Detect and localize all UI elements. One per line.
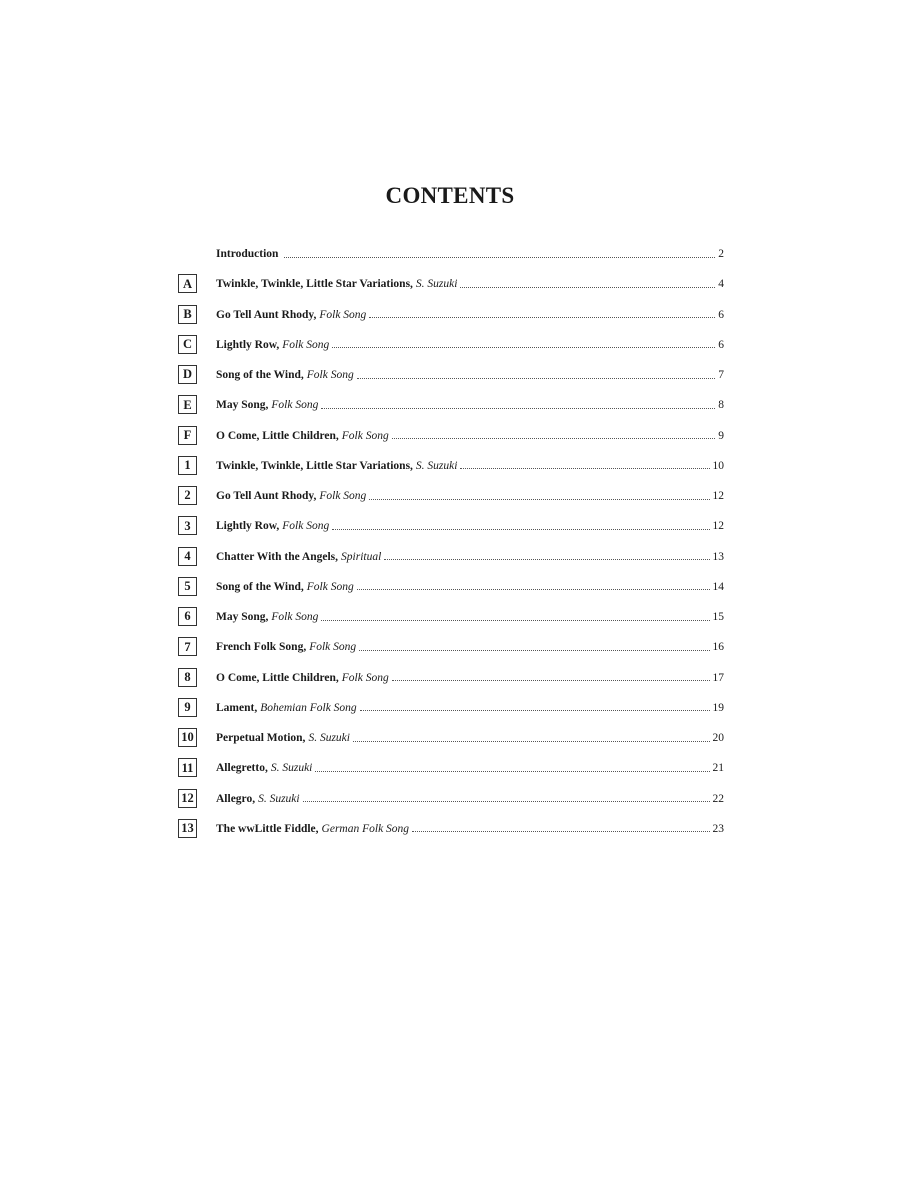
entry-title: Song of the Wind, [216, 369, 304, 381]
entry-badge: D [178, 365, 197, 384]
entry-line [216, 422, 724, 450]
toc-entry-10[interactable] [178, 724, 724, 754]
entry-page-number: 20 [712, 732, 724, 744]
entry-composer: Spiritual [341, 550, 382, 563]
dot-leader [360, 710, 710, 711]
toc-entry-f[interactable] [178, 422, 724, 452]
dot-leader [332, 529, 709, 530]
entry-line [216, 301, 724, 329]
entry-line [216, 240, 724, 268]
toc-entry-c[interactable] [178, 331, 724, 361]
toc-entry-7[interactable] [178, 633, 724, 663]
entry-badge: 3 [178, 516, 197, 535]
entry-line [216, 664, 724, 692]
entry-title: Allegro, [216, 792, 256, 805]
entry-title: Go Tell Aunt Rhody, [216, 308, 317, 321]
entry-page-number: 23 [712, 822, 724, 835]
toc-entry-5[interactable] [178, 573, 724, 603]
entry-line [216, 331, 724, 359]
toc-entry-introduction[interactable] [178, 240, 724, 270]
entry-page-number: 14 [712, 580, 724, 593]
dot-leader [321, 620, 709, 621]
entry-page-number: 19 [712, 701, 724, 714]
entry-page-number: 15 [712, 611, 724, 623]
entry-page-number: 16 [712, 641, 724, 654]
entry-page-number: 2 [718, 248, 724, 260]
dot-leader [321, 408, 715, 409]
entry-page-number: 21 [712, 762, 724, 775]
toc-entry-a[interactable] [178, 270, 724, 300]
entry-title: Lightly Row, [216, 338, 280, 351]
dot-leader [284, 257, 715, 258]
entry-line [216, 694, 724, 722]
dot-leader [460, 468, 709, 469]
dot-leader [315, 771, 709, 772]
entry-page-number: 7 [718, 369, 724, 381]
entry-page-number: 17 [712, 671, 724, 684]
toc-entry-e[interactable] [178, 391, 724, 421]
entry-page-number: 10 [712, 459, 724, 472]
entry-page-number: 22 [712, 792, 724, 805]
entry-composer: Folk Song [271, 399, 319, 412]
dot-leader [357, 589, 710, 590]
entry-line [216, 482, 724, 510]
entry-composer: S. Suzuki [270, 762, 313, 775]
entry-title: Song of the Wind, [216, 580, 304, 593]
toc-entry-b[interactable] [178, 301, 724, 331]
dot-leader [369, 317, 715, 318]
entry-composer: S. Suzuki [415, 459, 458, 472]
entry-title: Lightly Row, [216, 520, 280, 533]
entry-title: Introduction [216, 248, 279, 260]
entry-line [216, 512, 724, 540]
entry-line [216, 573, 724, 601]
entry-composer: German Folk Song [321, 822, 410, 835]
entry-badge: 4 [178, 547, 197, 566]
dot-leader [392, 680, 710, 681]
toc-entry-11[interactable] [178, 754, 724, 784]
entry-line [216, 815, 724, 843]
entry-badge: 10 [178, 728, 197, 747]
entry-title: Go Tell Aunt Rhody, [216, 490, 317, 502]
entry-badge: 5 [178, 577, 197, 596]
entry-line [216, 543, 724, 571]
entry-badge: C [178, 335, 197, 354]
entry-composer: S. Suzuki [415, 278, 458, 291]
toc-entry-2[interactable] [178, 482, 724, 512]
entry-badge: 6 [178, 607, 197, 626]
entry-page-number: 12 [712, 490, 724, 502]
table-of-contents [178, 240, 724, 845]
entry-title: French Folk Song, [216, 641, 307, 654]
entry-title: Allegretto, [216, 762, 268, 775]
entry-line [216, 633, 724, 661]
entry-title: Twinkle, Twinkle, Little Star Variations, [216, 278, 413, 291]
entry-page-number: 6 [718, 338, 724, 351]
toc-entry-4[interactable] [178, 543, 724, 573]
entry-title: May Song, [216, 611, 269, 623]
entry-badge: 8 [178, 668, 197, 687]
entry-badge: 12 [178, 789, 197, 808]
toc-entry-d[interactable] [178, 361, 724, 391]
entry-title: O Come, Little Children, [216, 671, 339, 684]
entry-badge: 13 [178, 819, 197, 838]
entry-composer: S. Suzuki [258, 792, 300, 805]
entry-line [216, 452, 724, 480]
entry-title: Chatter With the Angels, [216, 550, 339, 563]
entry-title: The wwLittle Fiddle, [216, 822, 319, 835]
entry-title: O Come, Little Children, [216, 429, 339, 442]
entry-composer: Folk Song [341, 671, 389, 684]
entry-title: Perpetual Motion, [216, 732, 306, 744]
entry-badge [178, 244, 197, 263]
entry-badge: 7 [178, 637, 197, 656]
entry-badge: 2 [178, 486, 197, 505]
entry-composer: Folk Song [341, 429, 389, 442]
toc-entry-3[interactable] [178, 512, 724, 542]
entry-badge: B [178, 305, 197, 324]
entry-line [216, 603, 724, 631]
entry-composer: Bohemian Folk Song [260, 701, 357, 714]
entry-composer: Folk Song [271, 611, 319, 623]
toc-entry-13[interactable] [178, 815, 724, 845]
dot-leader [359, 650, 709, 651]
entry-page-number: 6 [718, 308, 724, 321]
entry-page-number: 9 [718, 429, 724, 442]
dot-leader [384, 559, 709, 560]
entry-badge: 1 [178, 456, 197, 475]
entry-line [216, 754, 724, 782]
dot-leader [332, 347, 715, 348]
dot-leader [392, 438, 716, 439]
entry-composer: Folk Song [282, 520, 330, 533]
toc-entry-6[interactable] [178, 603, 724, 633]
entry-composer: Folk Song [306, 580, 354, 593]
entry-page-number: 4 [718, 278, 724, 291]
page-title: CONTENTS [385, 183, 515, 208]
dot-leader [303, 801, 710, 802]
entry-composer: S. Suzuki [308, 732, 350, 744]
toc-entry-8[interactable] [178, 664, 724, 694]
entry-badge: E [178, 395, 197, 414]
entry-title: Lament, [216, 701, 258, 714]
entry-composer: Folk Song [319, 308, 367, 321]
entry-composer: Folk Song [319, 490, 367, 502]
entry-badge: 11 [178, 758, 197, 777]
entry-title: Twinkle, Twinkle, Little Star Variations, [216, 459, 413, 472]
entry-title: May Song, [216, 399, 269, 412]
entry-page-number: 8 [718, 399, 724, 412]
entry-page-number: 13 [712, 550, 724, 563]
entry-line [216, 785, 724, 813]
toc-entry-1[interactable] [178, 452, 724, 482]
toc-entry-9[interactable] [178, 694, 724, 724]
entry-composer: Folk Song [306, 369, 354, 381]
entry-composer: Folk Song [309, 641, 357, 654]
dot-leader [357, 378, 716, 379]
entry-line [216, 391, 724, 419]
entry-badge: F [178, 426, 197, 445]
entry-line [216, 724, 724, 752]
entry-page-number: 12 [712, 520, 724, 533]
dot-leader [369, 499, 709, 500]
entry-composer: Folk Song [282, 338, 330, 351]
entry-badge: 9 [178, 698, 197, 717]
dot-leader [412, 831, 709, 832]
entry-line [216, 361, 724, 389]
dot-leader [353, 741, 710, 742]
dot-leader [460, 287, 715, 288]
toc-entry-12[interactable] [178, 785, 724, 815]
entry-badge: A [178, 274, 197, 293]
entry-line [216, 270, 724, 298]
